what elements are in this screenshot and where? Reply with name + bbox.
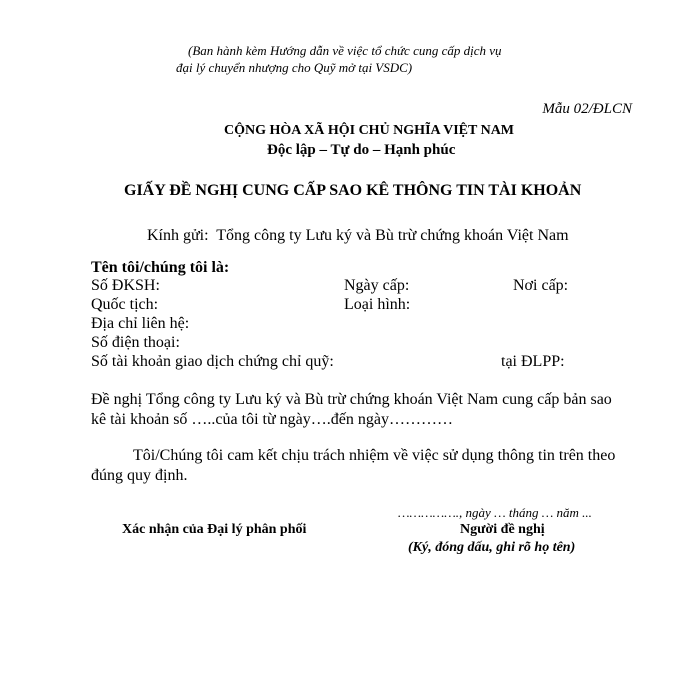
national-motto-line2: Độc lập – Tự do – Hạnh phúc (267, 142, 456, 158)
field-dia-chi: Địa chỉ liên hệ: (91, 315, 190, 332)
national-motto-line1: CỘNG HÒA XÃ HỘI CHỦ NGHĨA VIỆT NAM (224, 123, 515, 138)
field-tai-dlpp: tại ĐLPP: (501, 353, 565, 370)
request-line2: kê tài khoản số …..của tôi từ ngày….đến ngày………… (91, 411, 453, 428)
document-title: GIẤY ĐỀ NGHỊ CUNG CẤP SAO KÊ THÔNG TIN TÀI KHOẢN (124, 182, 582, 199)
header-note-line1: (Ban hành kèm Hướng dẫn về việc tổ chức cung cấp dịch vụ (188, 43, 502, 58)
request-line1: Đề nghị Tổng công ty Lưu ký và Bù trừ chứng khoán Việt Nam cung cấp bản sao (91, 391, 612, 408)
commitment-line2: đúng quy định. (91, 467, 188, 484)
field-loai-hinh: Loại hình: (344, 296, 411, 313)
agent-confirm-label: Xác nhận của Đại lý phân phối (122, 522, 307, 537)
recipient-label: Kính gửi: (147, 227, 209, 244)
recipient-name: Tổng công ty Lưu ký và Bù trừ chứng khoán Việt Nam (216, 227, 569, 244)
requester-label: Người đề nghị (460, 522, 545, 537)
header-note-line2: đại lý chuyển nhượng cho Quỹ mở tại VSDC) (176, 60, 413, 75)
form-code: Mẫu 02/ĐLCN (542, 101, 632, 117)
field-dien-thoai: Số điện thoại: (91, 334, 180, 351)
field-so-dksh: Số ĐKSH: (91, 277, 160, 294)
field-ngay-cap: Ngày cấp: (344, 277, 410, 294)
field-noi-cap: Nơi cấp: (513, 277, 569, 294)
field-quoc-tich: Quốc tịch: (91, 296, 159, 313)
commitment-line1: Tôi/Chúng tôi cam kết chịu trách nhiệm về việc sử dụng thông tin trên theo (133, 447, 616, 464)
date-line: ……………., ngày … tháng … năm ... (398, 505, 592, 520)
recipient-line (147, 227, 569, 245)
sign-note: (Ký, đóng dấu, ghi rõ họ tên) (408, 540, 576, 555)
fields-heading: Tên tôi/chúng tôi là: (91, 259, 230, 276)
field-so-tai-khoan: Số tài khoản giao dịch chứng chỉ quỹ: (91, 353, 334, 370)
